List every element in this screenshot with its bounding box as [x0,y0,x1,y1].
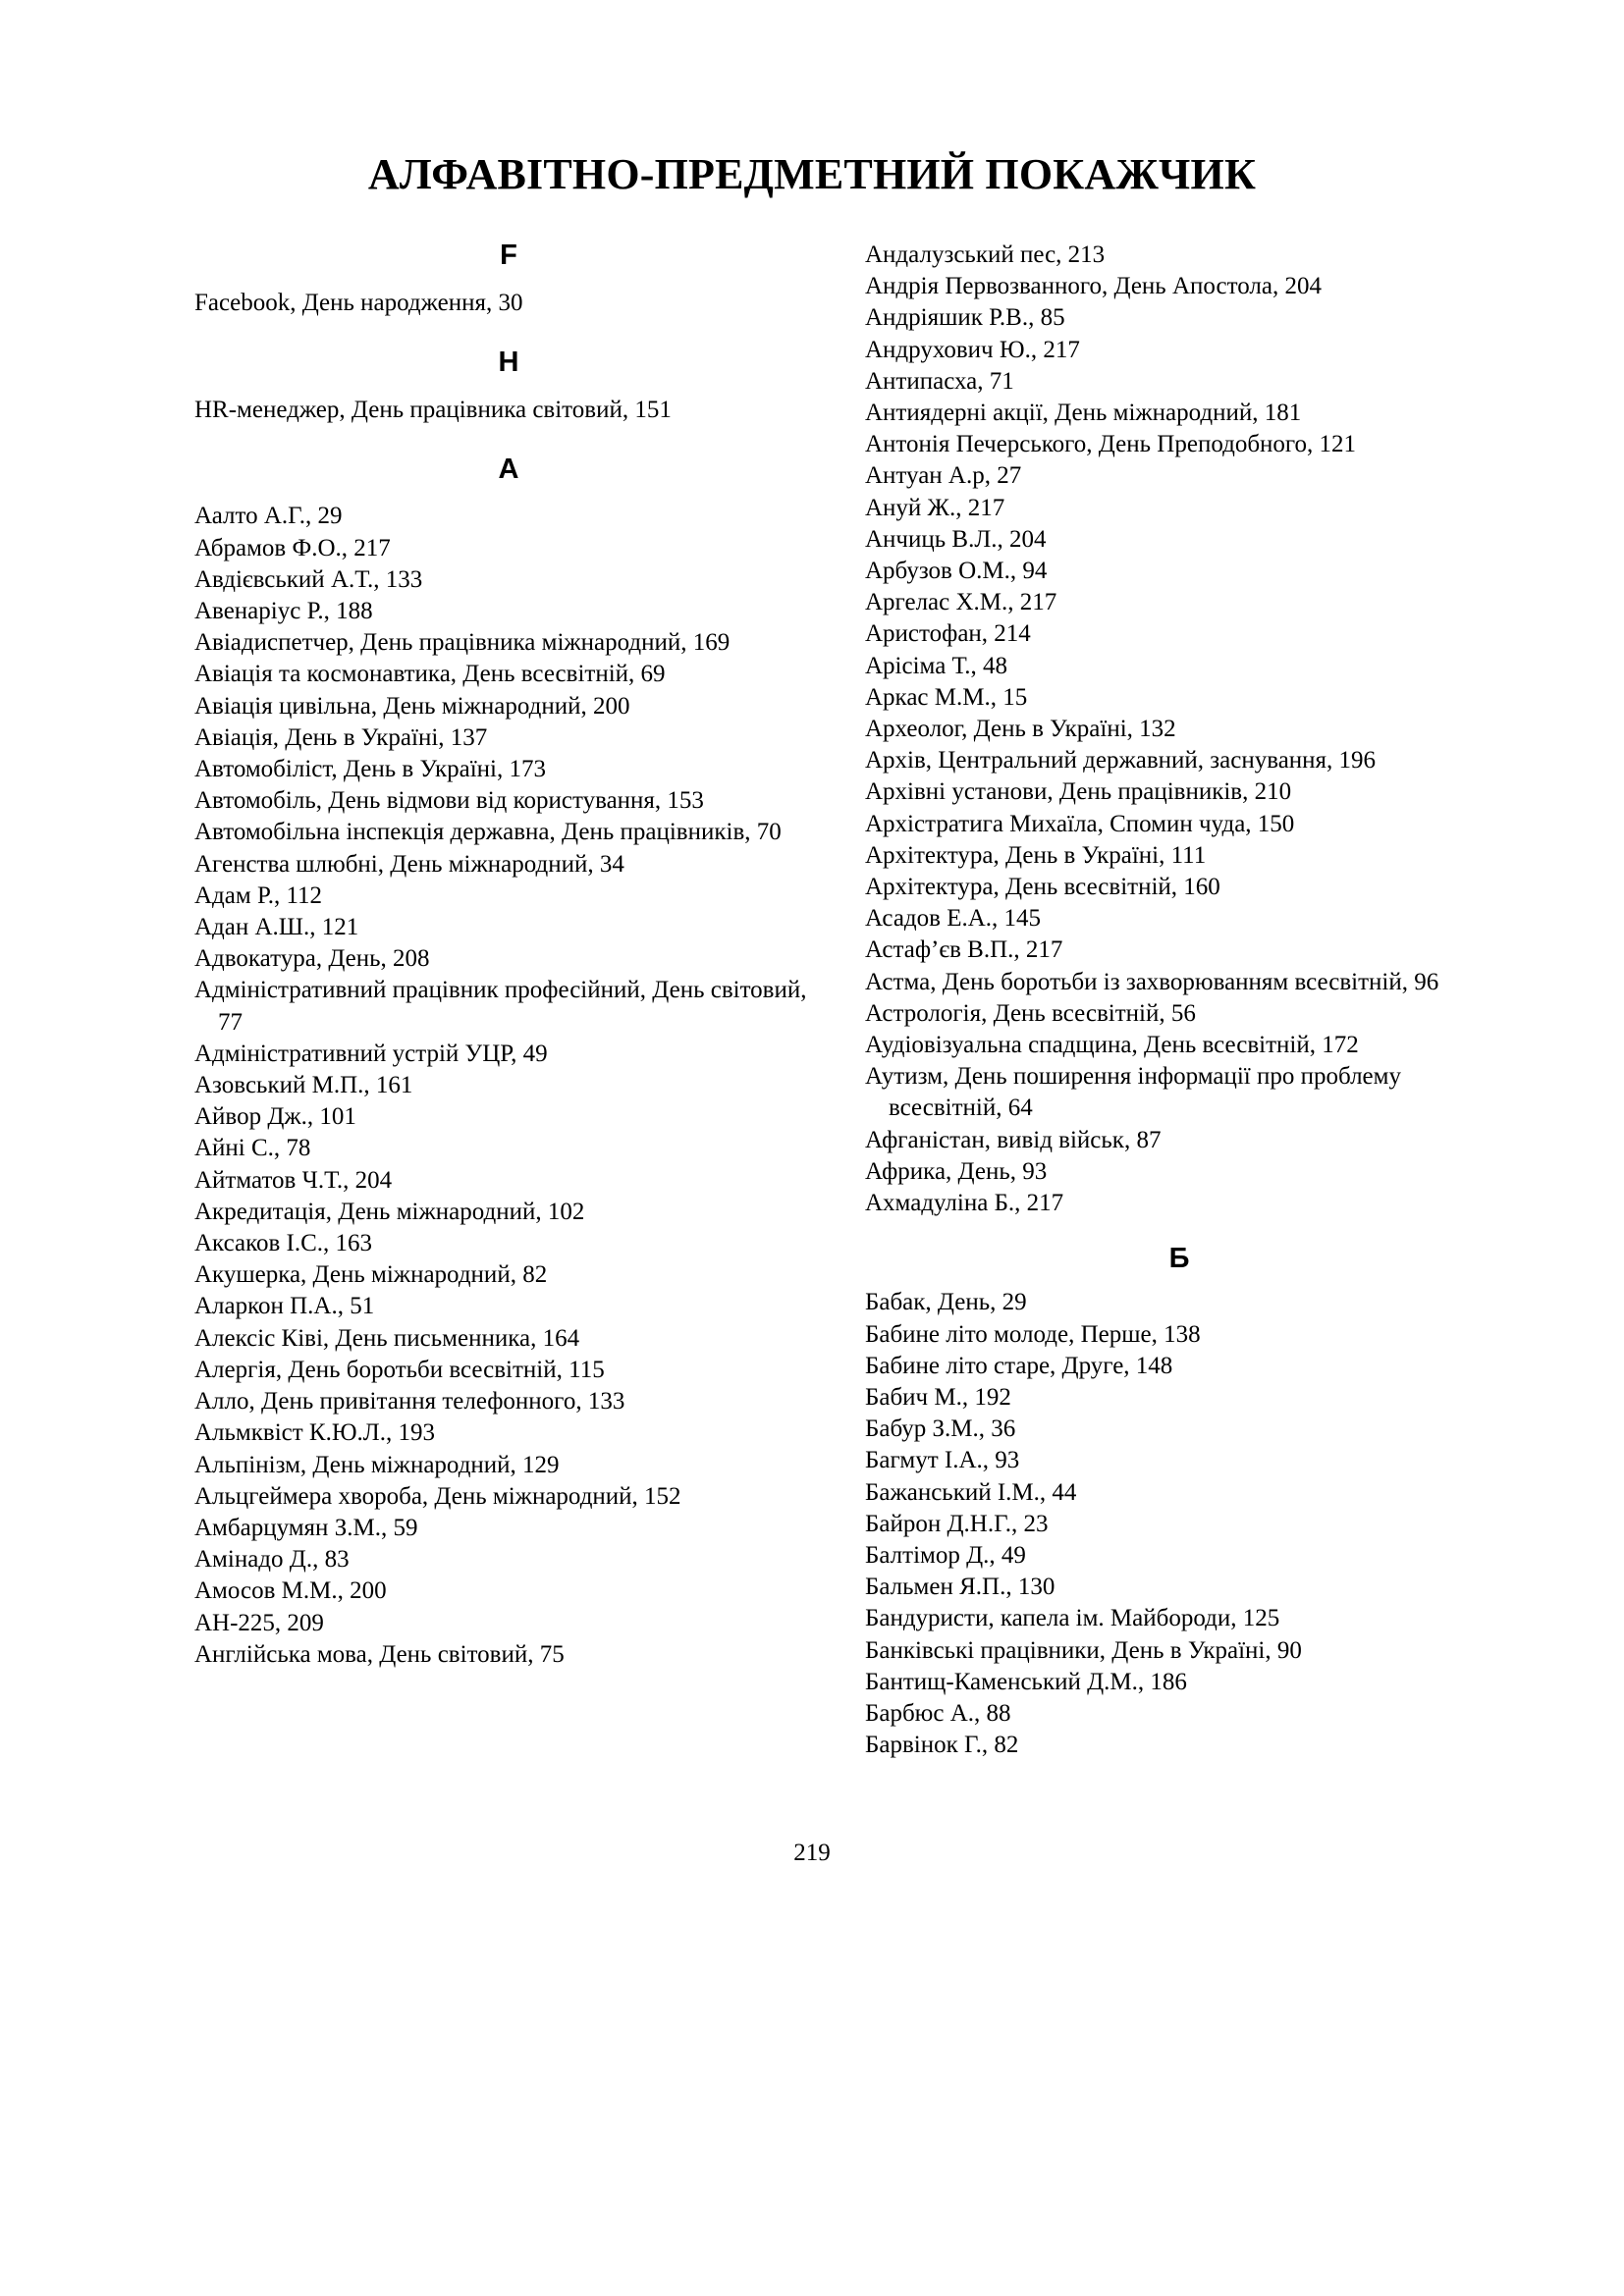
index-list-a-continued [865,240,1493,1219]
index-entry: Антуан А.р, 27 [865,462,1022,490]
index-entry: Авіація та космонавтика, День всесвітній, 69 [194,661,666,688]
index-list-h [194,395,823,426]
index-entry: Асадов Е.А., 145 [865,905,1042,933]
index-entry: Бантищ-Каменський Д.М., 186 [865,1668,1187,1695]
index-entry: Архістратига Михаїла, Спомин чуда, 150 [865,810,1295,837]
index-entry: Алло, День привітання телефонного, 133 [194,1388,625,1415]
index-entry: Амосов М.М., 200 [194,1577,387,1605]
index-entry: Альпінізм, День міжнародний, 129 [194,1451,560,1478]
index-entry: Айвор Дж., 101 [194,1103,356,1131]
index-entry: Арбузов О.М., 94 [865,558,1048,585]
index-column-left [194,240,823,1671]
index-entry: АН-225, 209 [194,1609,324,1636]
index-entry: Аргелас Х.М., 217 [865,589,1057,616]
index-entry: Балтімор Д., 49 [865,1541,1026,1569]
index-list-f [194,288,823,319]
index-entry: Аркас М.М., 15 [865,683,1028,711]
index-entry: Антиядерні акції, День міжнародний, 181 [865,400,1302,427]
index-entry: Автомобіль, День відмови від користування, 153 [194,787,704,815]
index-entry: Астма, День боротьби із захворюванням всесвітній, 96 [865,968,1439,995]
index-entry: Айтматов Ч.Т., 204 [194,1166,393,1194]
index-entry: Абрамов Ф.О., 217 [194,534,391,561]
index-entry: Архівні установи, День працівників, 210 [865,778,1292,806]
index-entry: Андрія Первозванного, День Апостола, 204 [865,273,1322,300]
section-letter-h: H [498,347,519,379]
index-entry: Альцгеймера хвороба, День міжнародний, 152 [194,1482,681,1510]
index-entry: Археолог, День в Україні, 132 [865,716,1176,743]
index-entry: Авенаріус Р., 188 [194,598,373,625]
index-entry: Алексіс Ківі, День письменника, 164 [194,1324,580,1352]
index-entry: Акушерка, День міжнародний, 82 [194,1261,548,1289]
index-entry: Аутизм, День поширення інформації про проблему всесвітній, 64 [865,1063,1401,1122]
index-entry: Аалто А.Г., 29 [194,503,343,530]
index-entry: Аксаков І.С., 163 [194,1230,373,1257]
index-entry: Багмут І.А., 93 [865,1447,1020,1474]
index-entry: Альмквіст К.Ю.Л., 193 [194,1419,435,1447]
index-entry: Байрон Д.Н.Г., 23 [865,1510,1049,1537]
index-entry: Амбарцумян З.М., 59 [194,1514,418,1541]
index-entry: Амінадо Д., 83 [194,1546,350,1574]
index-entry: Барбюс А., 88 [865,1699,1011,1727]
index-entry: Авіація, День в Україні, 137 [194,723,488,751]
index-entry: Авдієвський А.Т., 133 [194,565,423,593]
index-entry: Аристофан, 214 [865,620,1031,648]
index-entry: Антонія Печерського, День Преподобного, 121 [865,431,1357,458]
index-entry: Айні С., 78 [194,1135,311,1162]
index-entry: Facebook, День народження, 30 [194,290,523,316]
page-number: 219 [793,1840,831,1866]
index-entry: Аудіовізуальна спадщина, День всесвітній, 172 [865,1032,1359,1059]
index-entry: Астаф’єв В.П., 217 [865,936,1063,964]
index-entry: Анчиць В.Л., 204 [865,525,1047,553]
index-entry: Автомобіліст, День в Україні, 173 [194,756,546,783]
index-entry: Банківські працівники, День в Україні, 90 [865,1636,1302,1664]
index-entry: Адан А.Ш., 121 [194,914,359,941]
index-entry: Андрухович Ю., 217 [865,336,1080,363]
index-entry: Бабур З.М., 36 [865,1415,1016,1443]
index-entry: Авіадиспетчер, День працівника міжнародний, 169 [194,629,731,657]
index-entry: Адам Р., 112 [194,881,323,909]
index-entry: Ахмадуліна Б., 217 [865,1190,1064,1217]
index-entry: Андалузський пес, 213 [865,241,1106,268]
section-letter-b: Б [1168,1243,1190,1275]
index-entry: Акредитація, День міжнародний, 102 [194,1198,585,1225]
section-letter-a: А [498,454,519,486]
index-entry: Ануй Ж., 217 [865,494,1005,521]
index-entry: Алергія, День боротьби всесвітній, 115 [194,1356,605,1383]
index-entry: Африка, День, 93 [865,1157,1048,1185]
index-entry: Архітектура, День в Україні, 111 [865,841,1207,869]
index-list-b [865,1287,1493,1761]
index-entry: Азовський М.П., 161 [194,1072,413,1099]
index-entry: Архітектура, День всесвітній, 160 [865,874,1220,901]
index-entry: Арісіма Т., 48 [865,652,1008,679]
index-entry: Антипасха, 71 [865,367,1014,395]
index-entry: Адміністративний устрій УЦР, 49 [194,1040,548,1067]
index-entry: Андріяшик Р.В., 85 [865,304,1065,332]
section-letter-f: F [500,240,517,271]
index-entry: Астрологія, День всесвітній, 56 [865,999,1196,1027]
index-entry: Архів, Центральний державний, заснування, 196 [865,747,1377,774]
index-entry: Бабак, День, 29 [865,1289,1027,1316]
page-title: АЛФАВІТНО-ПРЕДМЕТНИЙ ПОКАЖЧИК [367,150,1257,198]
index-entry: Бальмен Я.П., 130 [865,1574,1056,1601]
index-entry: Бандуристи, капела ім. Майбороди, 125 [865,1605,1280,1632]
index-entry: Бабич М., 192 [865,1383,1011,1411]
index-entry: HR-менеджер, День працівника світовий, 151 [194,397,672,424]
index-entry: Барвінок Г., 82 [865,1732,1019,1759]
index-entry: Бажанський І.М., 44 [865,1478,1077,1506]
index-entry: Агенства шлюбні, День міжнародний, 34 [194,850,624,878]
index-entry: Бабине літо молоде, Перше, 138 [865,1320,1201,1348]
index-entry: Адміністративний працівник професійний, День світовий, 77 [194,977,807,1036]
index-column-right [865,240,1493,1761]
index-entry: Англійська мова, День світовий, 75 [194,1640,565,1668]
index-list-a [194,501,823,1671]
index-entry: Аларкон П.А., 51 [194,1293,375,1320]
index-entry: Адвокатура, День, 208 [194,945,430,973]
index-entry: Авіація цивільна, День міжнародний, 200 [194,692,630,720]
index-entry: Автомобільна інспекція державна, День працівників, 70 [194,819,782,846]
index-entry: Бабине літо старе, Друге, 148 [865,1352,1173,1379]
index-entry: Афганістан, вивід військ, 87 [865,1126,1162,1153]
